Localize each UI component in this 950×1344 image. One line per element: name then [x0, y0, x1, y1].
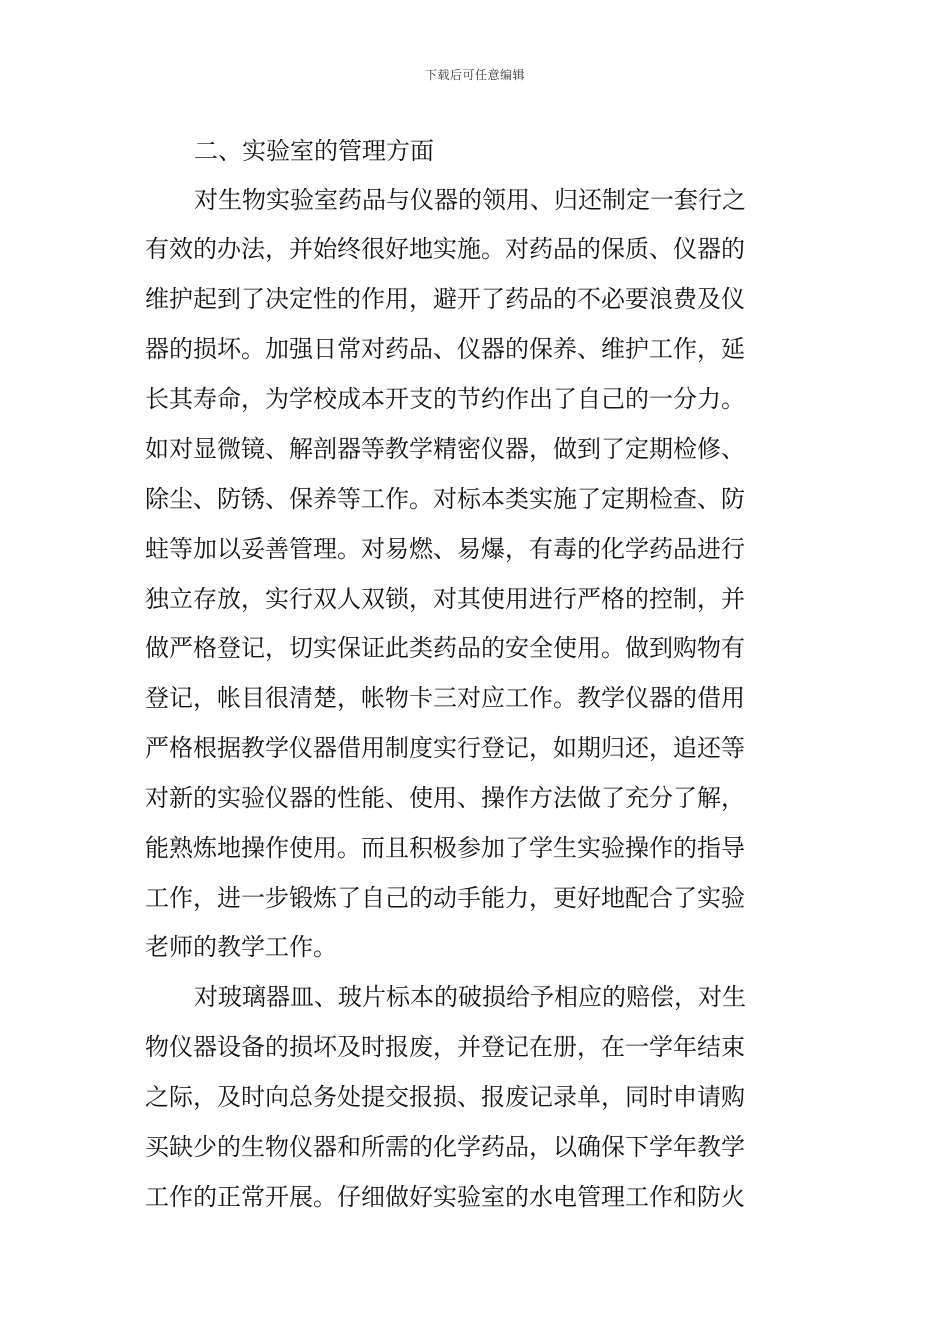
paragraph-line: 对新的实验仪器的性能、使用、操作方法做了充分了解，	[145, 784, 745, 812]
paragraph-line: 之际，及时向总务处提交报损、报废记录单，同时申请购	[145, 1083, 745, 1111]
paragraph-line: 除尘、防锈、保养等工作。对标本类实施了定期检查、防	[145, 485, 745, 513]
paragraph-line: 对生物实验室药品与仪器的领用、归还制定一套行之	[194, 186, 746, 214]
paragraph-line: 买缺少的生物仪器和所需的化学药品，以确保下学年教学	[145, 1133, 745, 1161]
paragraph-line: 老师的教学工作。	[145, 933, 337, 961]
paragraph-line: 工作的正常开展。仔细做好实验室的水电管理工作和防火	[145, 1183, 745, 1211]
page-header-note: 下载后可任意编辑	[424, 68, 525, 82]
paragraph-line: 物仪器设备的损坏及时报废，并登记在册，在一学年结束	[145, 1033, 745, 1061]
paragraph-line: 长其寿命，为学校成本开支的节约作出了自己的一分力。	[145, 385, 745, 413]
paragraph-line: 器的损坏。加强日常对药品、仪器的保养、维护工作，延	[145, 335, 745, 363]
paragraph-line: 有效的办法，并始终很好地实施。对药品的保质、仪器的	[145, 235, 745, 263]
paragraph-line: 独立存放，实行双人双锁，对其使用进行严格的控制，并	[145, 585, 745, 613]
paragraph-line: 如对显微镜、解剖器等教学精密仪器，做到了定期检修、	[145, 435, 745, 463]
section-title: 二、实验室的管理方面	[194, 137, 434, 165]
paragraph-line: 登记，帐目很清楚，帐物卡三对应工作。教学仪器的借用	[145, 684, 745, 712]
paragraph-line: 能熟炼地操作使用。而且积极参加了学生实验操作的指导	[145, 834, 745, 862]
paragraph-line: 做严格登记，切实保证此类药品的安全使用。做到购物有	[145, 634, 745, 662]
paragraph-line: 对玻璃器皿、玻片标本的破损给予相应的赔偿，对生	[194, 983, 746, 1011]
paragraph-line: 维护起到了决定性的作用，避开了药品的不必要浪费及仪	[145, 285, 745, 313]
paragraph-line: 蛀等加以妥善管理。对易燃、易爆，有毒的化学药品进行	[145, 535, 745, 563]
paragraph-line: 严格根据教学仪器借用制度实行登记，如期归还，追还等	[145, 734, 745, 762]
paragraph-line: 工作，进一步锻炼了自己的动手能力，更好地配合了实验	[145, 884, 745, 912]
